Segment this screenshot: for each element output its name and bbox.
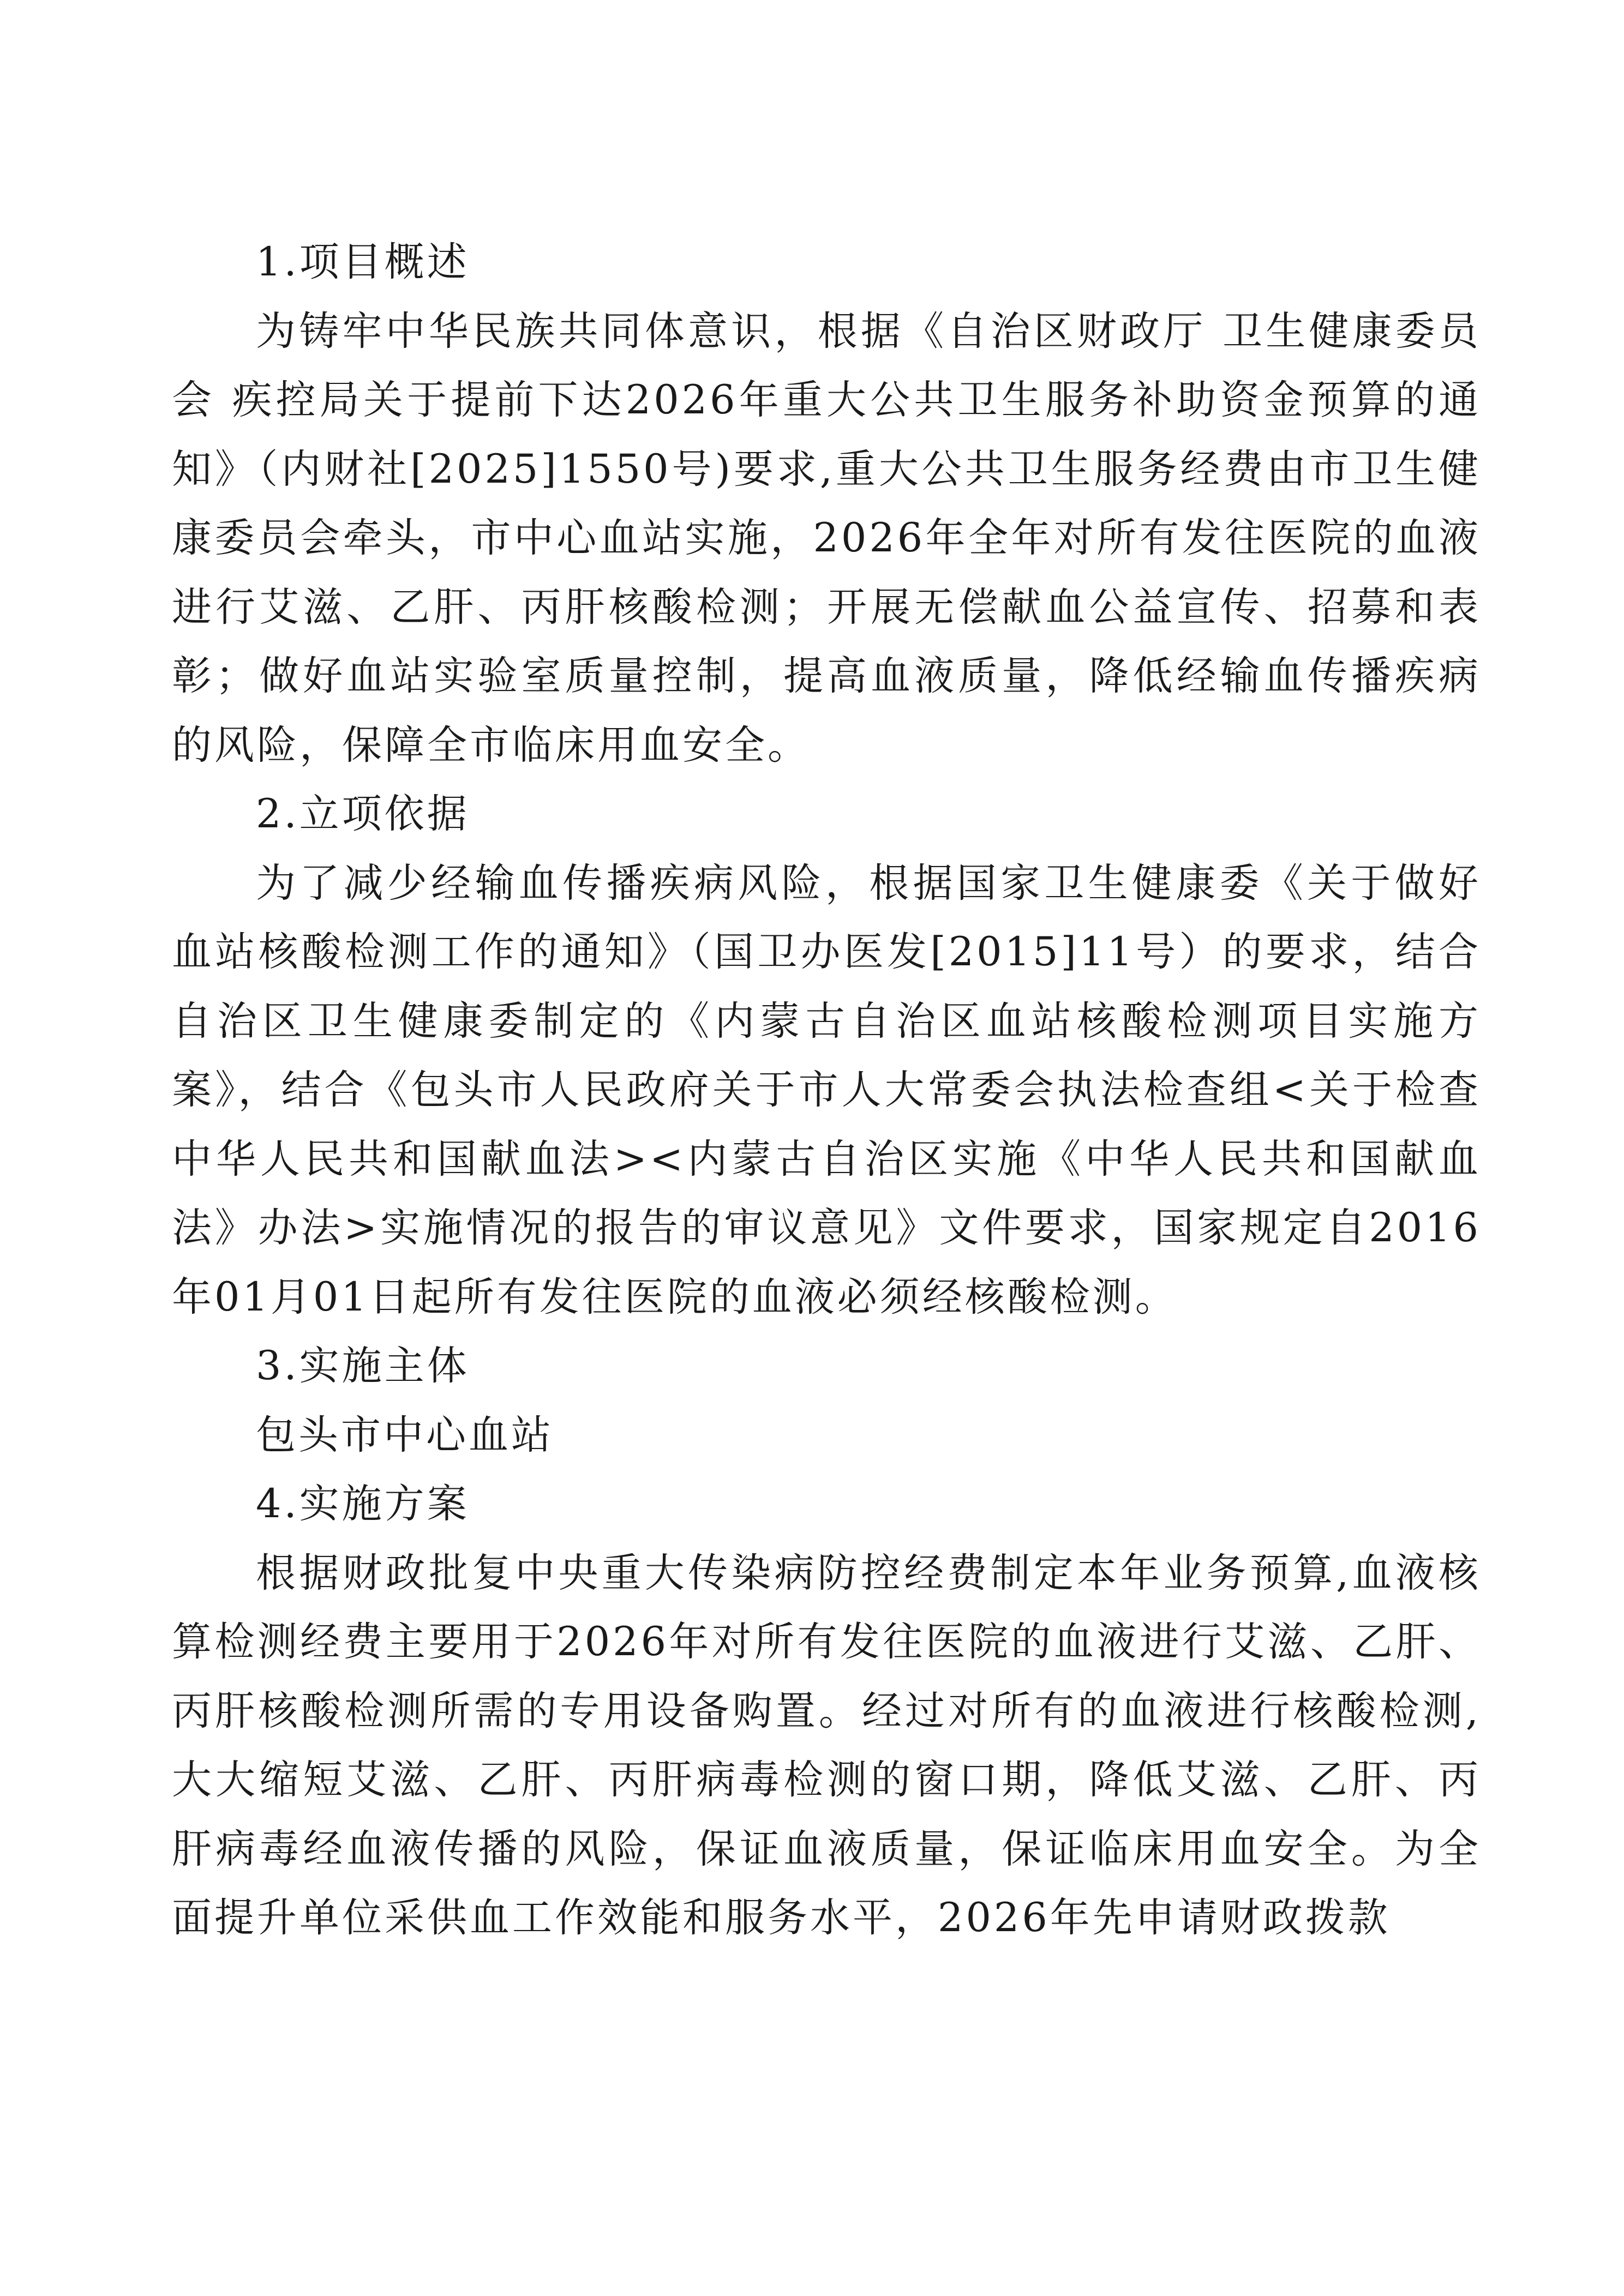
section-heading-project-overview: 1.项目概述 [256,239,470,285]
section-heading-project-basis: 2.立项依据 [256,791,470,837]
paragraph-implementation-plan: 根据财政批复中央重大传染病防控经费制定本年业务预算,血液核算检测经费主要用于2026年对所有发往医院的血液进行艾滋、乙肝、丙肝核酸检测所需的专用设备购置。经过对所有的血液进行核酸检测,大大缩短艾滋、乙肝、丙肝病毒检测的窗口期，降低艾滋、乙肝、丙肝病毒经血液传播的风险，保证血液质量，保证临床用血安全。为全面提升单位采供血工作效能和服务水平，2026年先申请财政拨款 [172,1549,1481,1941]
section-heading-implementing-entity: 3.实施主体 [256,1343,470,1389]
document-body [172,228,1481,1953]
paragraph-project-basis: 为了减少经输血传播疾病风险，根据国家卫生健康委《关于做好血站核酸检测工作的通知》（国卫办医发[2015]11号）的要求，结合自治区卫生健康委制定的《内蒙古自治区血站核酸检测项目实施方案》，结合《包头市人民政府关于市人大常委会执法检查组<关于检查中华人民共和国献血法><内蒙古自治区实施《中华人民共和国献血法》办法>实施情况的报告的审议意见》文件要求，国家规定自2016年01月01日起所有发往医院的血液必须经核酸检测。 [172,860,1481,1320]
paragraph-project-overview: 为铸牢中华民族共同体意识，根据《自治区财政厅 卫生健康委员会 疾控局关于提前下达2026年重大公共卫生服务补助资金预算的通知》（内财社[2025]1550号)要求,重大公共卫生服务经费由市卫生健康委员会牵头，市中心血站实施，2026年全年对所有发往医院的血液进行艾滋、乙肝、丙肝核酸检测；开展无偿献血公益宣传、招募和表彰；做好血站实验室质量控制，提高血液质量，降低经输血传播疾病的风险，保障全市临床用血安全。 [172,308,1481,768]
paragraph-implementing-entity: 包头市中心血站 [256,1411,554,1458]
section-heading-implementation-plan: 4.实施方案 [256,1481,470,1527]
